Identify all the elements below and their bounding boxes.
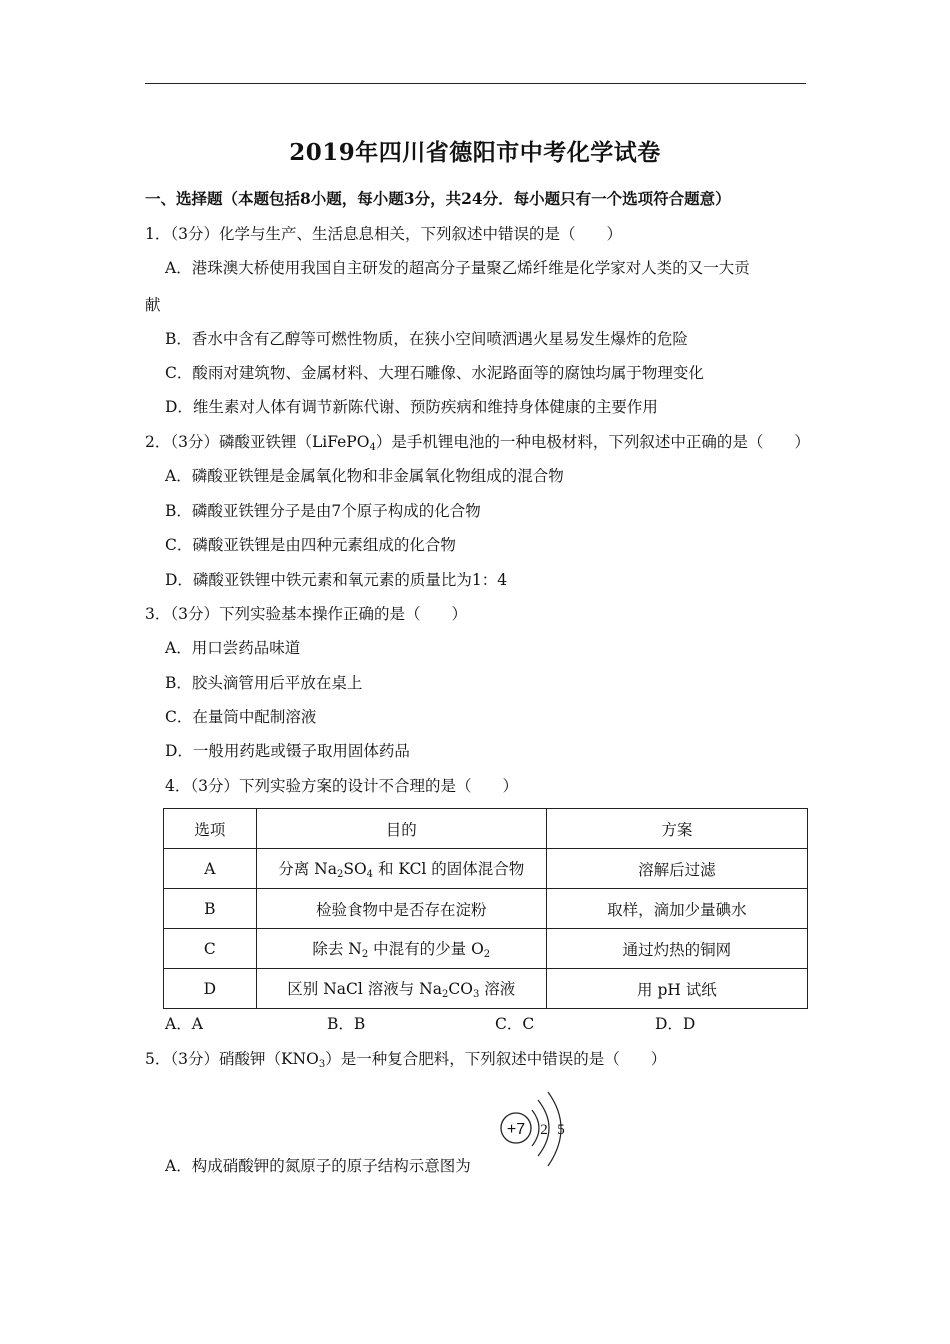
q5-stem-post: ）是一种复合肥料，下列叙述中错误的是（ ） — [325, 1050, 667, 1068]
goal-text: 分离 Na — [278, 860, 337, 878]
q4-answer-d: D．D — [655, 1015, 696, 1033]
goal-text: 溶液 — [479, 980, 516, 998]
goal-text: 除去 N — [312, 940, 362, 958]
q3-option-d: D．一般用药匙或镊子取用固体药品 — [165, 742, 410, 760]
q2-stem-sub: 4 — [369, 442, 376, 453]
goal-sub: 2 — [442, 989, 449, 1000]
row-goal: 检验食物中是否存在淀粉 — [256, 889, 546, 929]
table-row — [164, 889, 808, 929]
row-option: D — [164, 969, 257, 1009]
q3-option-c: C．在量筒中配制溶液 — [165, 708, 317, 726]
q1-option-a-cont: 献 — [145, 296, 161, 314]
goal-text: 区别 NaCl 溶液与 Na — [287, 980, 442, 998]
q5-option-a: A．构成硝酸钾的氮原子的原子结构示意图为 — [165, 1157, 471, 1175]
row-plan: 取样，滴加少量碘水 — [546, 889, 807, 929]
goal-sub: 2 — [361, 949, 369, 960]
q4-stem: 4．（3分）下列实验方案的设计不合理的是（ ） — [165, 777, 518, 795]
goal-text: 和 KCl 的固体混合物 — [373, 860, 525, 878]
q5-stem — [145, 1049, 666, 1075]
table-row — [164, 849, 808, 889]
row-plan: 溶解后过滤 — [546, 849, 807, 889]
section-heading: 一、选择题（本题包括8小题，每小题3分，共24分．每小题只有一个选项符合题意） — [145, 189, 731, 208]
header-goal: 目的 — [256, 809, 546, 849]
q2-stem-pre: 2．（3分）磷酸亚铁锂（LiFePO — [145, 433, 370, 451]
goal-sub: 2 — [483, 949, 491, 960]
q5-stem-pre: 5．（3分）硝酸钾（KNO — [145, 1050, 319, 1068]
q2-option-d: D．磷酸亚铁锂中铁元素和氧元素的质量比为1：4 — [165, 571, 508, 589]
row-plan: 通过灼热的铜网 — [546, 929, 807, 969]
q3-option-a: A．用口尝药品味道 — [165, 639, 301, 657]
table-row — [164, 969, 808, 1009]
q4-answer-a: A．A — [165, 1015, 203, 1033]
row-plan: 用 pH 试纸 — [546, 969, 807, 1009]
q2-option-c: C．磷酸亚铁锂是由四种元素组成的化合物 — [165, 536, 456, 554]
q1-option-d: D．维生素对人体有调节新陈代谢、预防疾病和维持身体健康的主要作用 — [165, 398, 658, 416]
goal-text: CO — [448, 980, 473, 998]
goal-sub: 3 — [472, 989, 480, 1000]
row-goal — [256, 969, 546, 1009]
q2-stem-post: ）是手机锂电池的一种电极材料，下列叙述中正确的是（ ） — [375, 433, 810, 451]
q3-option-b: B．胶头滴管用后平放在桌上 — [165, 674, 363, 692]
q2-option-b: B．磷酸亚铁锂分子是由7个原子构成的化合物 — [165, 502, 481, 520]
q5-stem-sub: 3 — [318, 1059, 326, 1070]
row-option: A — [164, 849, 257, 889]
q1-stem: 1．（3分）化学与生产、生活息息相关，下列叙述中错误的是（ ） — [145, 225, 622, 243]
atom-structure-diagram — [498, 1088, 578, 1170]
q4-answer-b: B．B — [327, 1015, 366, 1033]
nucleus-label: +7 — [506, 1121, 526, 1138]
row-option: B — [164, 889, 257, 929]
q4-table — [163, 808, 808, 1009]
q3-stem: 3．（3分）下列实验基本操作正确的是（ ） — [145, 605, 467, 623]
row-goal — [256, 849, 546, 889]
q1-option-a: A．港珠澳大桥使用我国自主研发的超高分子量聚乙烯纤维是化学家对人类的又一大贡 — [165, 259, 750, 277]
q2-option-a: A．磷酸亚铁锂是金属氧化物和非金属氧化物组成的混合物 — [165, 467, 564, 485]
goal-sub: 2 — [336, 869, 344, 880]
row-option: C — [164, 929, 257, 969]
table-header-row — [164, 809, 808, 849]
q1-option-b: B．香水中含有乙醇等可燃性物质，在狭小空间喷洒遇火星易发生爆炸的危险 — [165, 330, 688, 348]
q4-answer-c: C．C — [495, 1015, 535, 1033]
goal-sub: 4 — [366, 869, 374, 880]
q1-option-c: C．酸雨对建筑物、金属材料、大理石雕像、水泥路面等的腐蚀均属于物理变化 — [165, 364, 704, 382]
row-goal — [256, 929, 546, 969]
header-rule — [145, 83, 806, 84]
header-plan: 方案 — [546, 809, 807, 849]
q2-stem — [145, 432, 810, 458]
table-row — [164, 929, 808, 969]
shell-arc-1 — [532, 1110, 539, 1146]
shell1-electrons: 2 — [540, 1122, 548, 1138]
header-option: 选项 — [164, 809, 257, 849]
page-title: 2019年四川省德阳市中考化学试卷 — [289, 139, 661, 166]
goal-text: 中混有的少量 O — [368, 940, 484, 958]
goal-text: SO — [343, 860, 367, 878]
shell2-electrons: 5 — [557, 1122, 565, 1138]
